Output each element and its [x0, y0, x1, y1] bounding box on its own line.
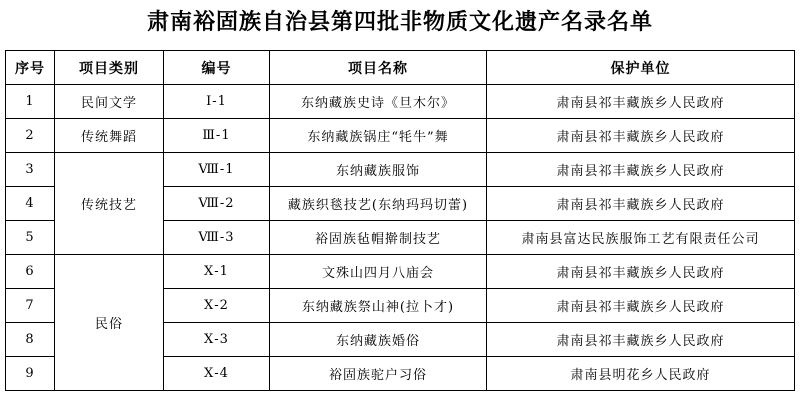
code-cell: Ⅰ-1 — [164, 85, 270, 119]
protection-unit-cell: 肃南县祁丰藏族乡人民政府 — [487, 323, 795, 357]
item-name-cell: 裕固族驼户习俗 — [270, 357, 487, 391]
protection-unit-cell: 肃南县祁丰藏族乡人民政府 — [487, 255, 795, 289]
item-name-cell: 藏族织毯技艺(东纳玛玛切蕾) — [270, 187, 487, 221]
category-cell: 传统技艺 — [55, 153, 164, 255]
serial-number-cell: 2 — [6, 119, 55, 153]
category-cell: 民俗 — [55, 255, 164, 391]
code-cell: Ⅹ-2 — [164, 289, 270, 323]
code-cell: Ⅹ-3 — [164, 323, 270, 357]
protection-unit-cell: 肃南县富达民族服饰工艺有限责任公司 — [487, 221, 795, 255]
protection-unit-cell: 肃南县祁丰藏族乡人民政府 — [487, 119, 795, 153]
table-row — [6, 85, 795, 119]
category-cell: 民间文学 — [55, 85, 164, 119]
protection-unit-cell: 肃南县祁丰藏族乡人民政府 — [487, 187, 795, 221]
protection-unit-cell: 肃南县祁丰藏族乡人民政府 — [487, 153, 795, 187]
serial-number-cell: 7 — [6, 289, 55, 323]
code-cell: Ⅷ-1 — [164, 153, 270, 187]
table-row — [6, 255, 795, 289]
code-cell: Ⅷ-2 — [164, 187, 270, 221]
serial-number-cell: 8 — [6, 323, 55, 357]
item-name-cell: 东纳藏族服饰 — [270, 153, 487, 187]
item-name-cell: 东纳藏族婚俗 — [270, 323, 487, 357]
code-cell: Ⅹ-4 — [164, 357, 270, 391]
table-row — [6, 119, 795, 153]
header-code: 编号 — [164, 51, 270, 85]
protection-unit-cell: 肃南县明花乡人民政府 — [487, 357, 795, 391]
header-category: 项目类别 — [55, 51, 164, 85]
item-name-cell: 文殊山四月八庙会 — [270, 255, 487, 289]
table-row — [6, 153, 795, 187]
item-name-cell: 东纳藏族锅庄“牦牛”舞 — [270, 119, 487, 153]
header-item-name: 项目名称 — [270, 51, 487, 85]
header-protection-unit: 保护单位 — [487, 51, 795, 85]
serial-number-cell: 9 — [6, 357, 55, 391]
heritage-list-table — [5, 50, 795, 391]
protection-unit-cell: 肃南县祁丰藏族乡人民政府 — [487, 289, 795, 323]
protection-unit-cell: 肃南县祁丰藏族乡人民政府 — [487, 85, 795, 119]
code-cell: Ⅲ-1 — [164, 119, 270, 153]
serial-number-cell: 4 — [6, 187, 55, 221]
header-serial-number: 序号 — [6, 51, 55, 85]
serial-number-cell: 1 — [6, 85, 55, 119]
item-name-cell: 东纳藏族祭山神(拉卜才) — [270, 289, 487, 323]
code-cell: Ⅷ-3 — [164, 221, 270, 255]
document-title: 肃南裕固族自治县第四批非物质文化遗产名录名单 — [146, 10, 653, 35]
code-cell: Ⅹ-1 — [164, 255, 270, 289]
item-name-cell: 裕固族毡帽擀制技艺 — [270, 221, 487, 255]
table-header-row — [6, 51, 795, 85]
item-name-cell: 东纳藏族史诗《旦木尔》 — [270, 85, 487, 119]
serial-number-cell: 5 — [6, 221, 55, 255]
serial-number-cell: 6 — [6, 255, 55, 289]
category-cell: 传统舞蹈 — [55, 119, 164, 153]
serial-number-cell: 3 — [6, 153, 55, 187]
